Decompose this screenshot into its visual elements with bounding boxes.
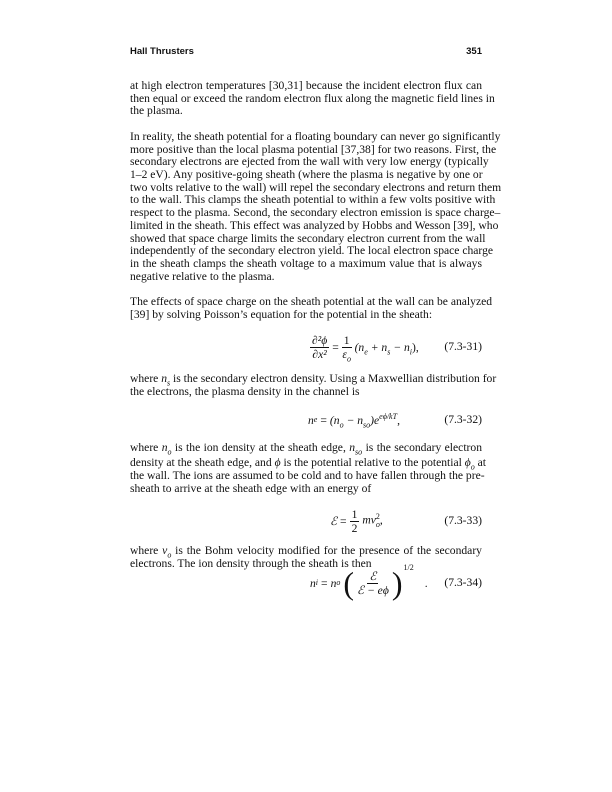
text-line [130, 372, 497, 388]
paragraph-2 [130, 130, 502, 283]
text-line: [39] by solving Poisson’s equation for the potential in the sheath: [130, 307, 433, 321]
subscript: o [470, 461, 475, 471]
equals-sign: = [340, 514, 347, 528]
text-line: electrons. The ion density through the sheath is then [130, 556, 372, 570]
text: is the ion density at the sheath edge, [171, 441, 350, 454]
exponent: 1/2 [403, 563, 414, 572]
eq-term: , [379, 513, 383, 527]
eq-numerator: 1 [351, 507, 358, 521]
text-line: respect to the plasma. Second, the secondary electron emission is space charge– [130, 206, 501, 220]
eq-denominator: ℰ − eϕ [357, 583, 389, 597]
math-var: n [310, 576, 316, 590]
eq-term: mv [362, 513, 376, 527]
eq-numerator: 1 [343, 333, 350, 347]
eq-term: (n [354, 340, 365, 354]
math-var: ϕ [464, 455, 471, 469]
equation-7-3-32 [130, 402, 482, 438]
equation-7-3-34 [130, 563, 482, 603]
eq-denominator: ∂x² [312, 347, 327, 361]
eq-term: − n [343, 413, 363, 427]
math-var: ϕ [274, 455, 281, 469]
text-line [130, 441, 482, 456]
paragraph-4 [130, 372, 497, 398]
text-line: at high electron temperatures [30,31] because the incident electron flux can [130, 79, 482, 92]
subscript: o [167, 447, 172, 457]
text: density at the sheath edge, and [130, 455, 275, 469]
subscript: s [167, 378, 171, 388]
text: is the secondary electron [362, 441, 482, 454]
left-paren: ( [343, 565, 355, 601]
paragraph-1 [130, 79, 495, 118]
math-var: n [330, 576, 337, 590]
eq-term: . [424, 576, 428, 590]
eq-term: − n [390, 340, 410, 354]
energy-symbol: ℰ [330, 515, 338, 528]
epsilon-symbol: ε [342, 347, 347, 361]
text-line: 1–2 eV). Any positive-going sheath (where the plasma is negative by one or [130, 168, 483, 182]
page-number: 351 [466, 46, 482, 57]
text: is the secondary electron density. Using a Maxwellian distribution for [170, 372, 497, 385]
text: is the Bohm velocity modified for the presence of the secondary [171, 544, 482, 557]
text-line: more positive than the local plasma potential [37,38] for two reasons. First, the [130, 142, 497, 156]
running-header-title: Hall Thrusters [130, 46, 194, 57]
eq-term: , [397, 413, 400, 427]
text-line: then equal or exceed the random electron flux along the magnetic field lines in [130, 91, 495, 105]
math-var: n [161, 372, 168, 385]
equals-sign: = [332, 340, 339, 354]
subscript: so [355, 447, 363, 457]
math-var: v [162, 544, 168, 557]
math-var: n [308, 413, 314, 427]
text-line: in the sheath clamps the sheath voltage to a maximum value that is always [130, 256, 482, 270]
subscript: e [364, 346, 368, 356]
exponent: 2 [375, 512, 380, 521]
eq-term: + n [367, 340, 388, 354]
text-line: two volts relative to the wall) will repel the secondary electrons and return them [130, 180, 502, 194]
text-line: secondary electrons are ejected from the wall with very low energy (typically [130, 155, 489, 169]
equals-sign: = [320, 413, 327, 427]
text: at [474, 455, 487, 469]
equation-7-3-31 [130, 329, 482, 365]
text-line: the plasma. [130, 104, 183, 118]
eq-denominator: 2 [351, 521, 358, 535]
subscript: e [313, 415, 318, 424]
eq-term: (n [329, 413, 340, 427]
subscript: i [409, 346, 412, 356]
subscript: o [375, 520, 380, 529]
subscript: s [387, 346, 391, 356]
text-line: The effects of space charge on the sheath potential at the wall can be analyzed [130, 295, 493, 308]
equation-number: (7.3-33) [444, 514, 482, 527]
text: where [130, 372, 162, 385]
text-line: negative relative to the plasma. [130, 269, 275, 283]
eq-term: )e [370, 413, 380, 427]
text-line: to the wall. This clamps the sheath potential to within a few volts positive with [130, 193, 496, 207]
equation-number: (7.3-32) [444, 413, 482, 426]
text: where [130, 544, 163, 557]
equation-7-3-33 [130, 503, 482, 539]
equals-sign: = [321, 576, 328, 590]
eq-numerator: ℰ [369, 569, 377, 583]
subscript: i [315, 578, 319, 587]
text-line: independently of the secondary electron yield. The local electron space charge [130, 244, 494, 258]
text-line [130, 545, 482, 558]
math-var: n [349, 441, 356, 454]
subscript: o [346, 353, 351, 363]
text-line: sheath to arrive at the sheath edge with an energy of [130, 481, 372, 495]
text-line: limited in the sheath. This effect was analyzed by Hobbs and Wesson [39], who [130, 218, 499, 232]
math-var: n [161, 441, 168, 454]
equation-number: (7.3-31) [444, 340, 482, 353]
subscript: o [167, 550, 172, 560]
text-line: the electrons, the plasma density in the channel is [130, 384, 360, 398]
subscript: so [363, 419, 371, 429]
subscript: o [336, 578, 341, 587]
text-line [130, 455, 487, 471]
text-line: showed that space charge limits the secondary electron current from the wall [130, 231, 486, 245]
right-paren: ) [391, 565, 403, 601]
equation-number: (7.3-34) [444, 576, 482, 589]
subscript: o [339, 419, 344, 429]
text: where [130, 441, 162, 454]
eq-numerator: ∂²ϕ [312, 333, 328, 347]
eq-term: ), [412, 340, 419, 354]
exponent: eϕ/kT [379, 411, 398, 421]
paragraph-3 [130, 295, 493, 321]
text-line: the wall. The ions are assumed to be cold and to have fallen through the pre- [130, 469, 485, 483]
text-line: In reality, the sheath potential for a floating boundary can never go significantly [130, 130, 501, 143]
text: is the potential relative to the potential [280, 455, 465, 469]
paragraph-5 [130, 441, 487, 496]
